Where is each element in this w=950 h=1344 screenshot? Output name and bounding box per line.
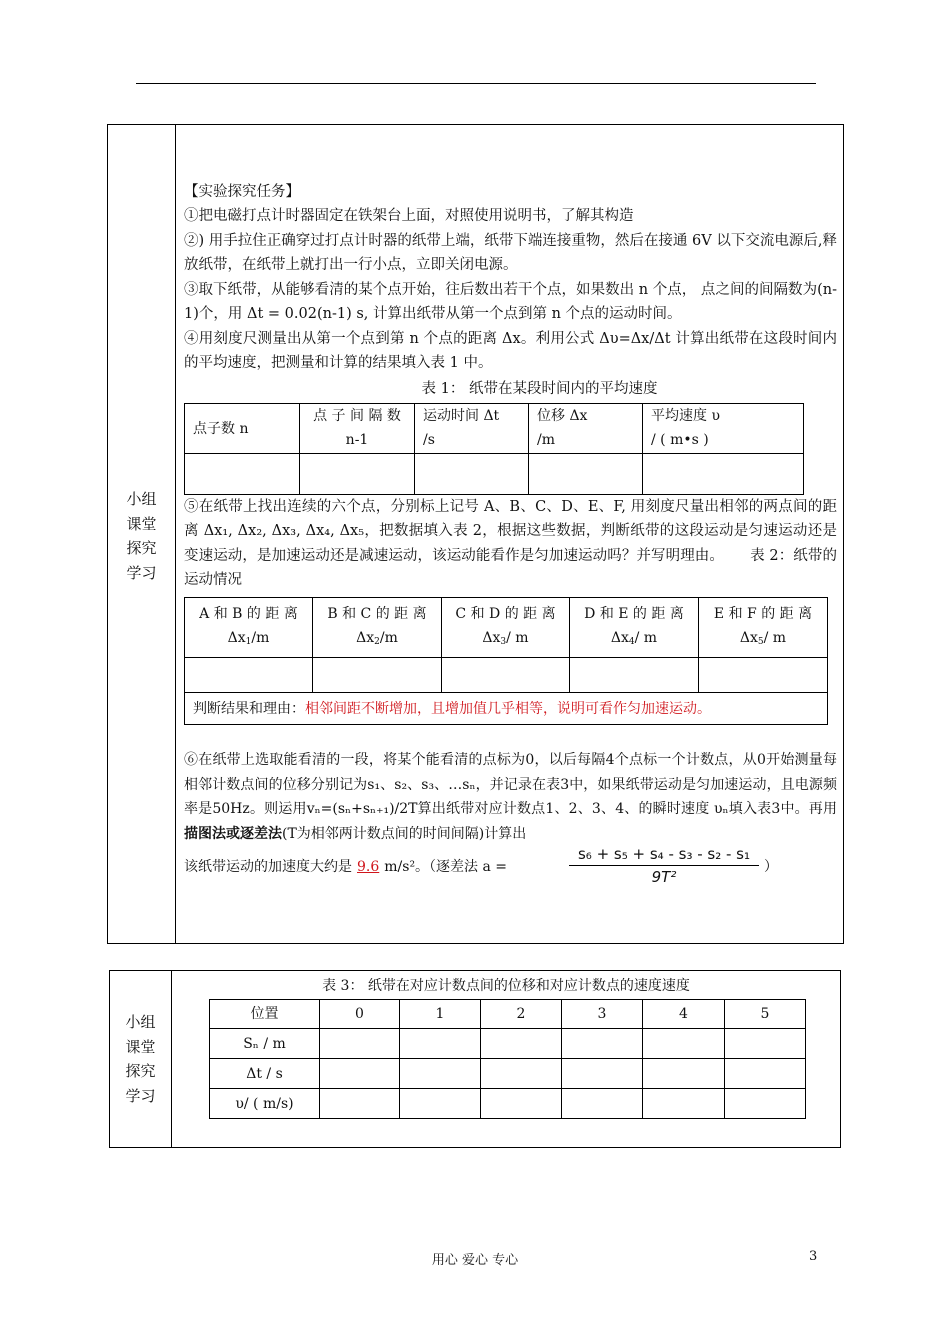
header-text: $\Delta x_4/$ m [610, 630, 658, 647]
step5-text: ⑤在纸带上找出连续的六个点，分别标上记号 A、B、C、D、E、F, 用刻度尺量出相邻的两点间的距离 Δx₁, Δx₂, Δx₃, Δx₄, Δx₅，把数据填入表 2，根据这些数据，判断纸带的这段运动是匀速运动还是变速运动，是加速运动还是减速运动，该运动能看作是匀加速运动吗？并写明理由。 [184, 499, 837, 564]
table2-caption: 表 2：纸带的运动情况 [184, 547, 837, 588]
page-footer: 用心 爱心 专心 [431, 1253, 519, 1268]
table3-header-cell: 位置 [210, 1000, 320, 1029]
step6-bold: 描图法或逐差法 [184, 825, 282, 842]
header-rule [136, 83, 816, 84]
table2-cell [699, 658, 828, 693]
side-label-column [108, 125, 176, 943]
table3-caption: 表 3： 纸带在对应计数点间的位移和对应计数点的速度速度 [322, 978, 690, 994]
header-text: 运动时间 Δt [423, 408, 500, 424]
table2-cell [570, 658, 699, 693]
table1-header-cell [415, 404, 529, 454]
table2-header-row [185, 598, 828, 658]
side-label-line: 学习 [125, 1086, 156, 1105]
table2-cell [442, 658, 570, 693]
header-text: E 和 F 的 距 离 [713, 606, 813, 622]
table1-header-row [185, 404, 804, 454]
table2-cell [185, 658, 313, 693]
table3-header-cell: 4 [643, 1000, 725, 1029]
table3-cell [481, 1089, 562, 1119]
side-label-line: 探究 [126, 539, 157, 557]
header-text: $\Delta x_2/m$ [356, 630, 398, 647]
table1-empty-row [185, 454, 804, 495]
table-3 [209, 999, 806, 1119]
header-text: 位移 Δx [537, 408, 588, 424]
step6-unit: m/s²。（逐差法 a = [384, 859, 508, 875]
table1-caption: 表 1： 纸带在某段时间内的平均速度 [421, 381, 658, 397]
task-heading: 【实验探究任务】 [184, 184, 300, 200]
table1-header-cell [643, 404, 804, 454]
table3-row-label: υ/ ( m/s) [210, 1089, 320, 1119]
difference-formula [569, 845, 759, 886]
section-box-1 [107, 124, 844, 944]
header-text: D 和 E 的 距 离 [584, 606, 684, 622]
table1-cell [300, 454, 415, 495]
table3-cell [643, 1029, 725, 1059]
table3-cell [562, 1089, 643, 1119]
header-text: 点子数 n [193, 420, 249, 437]
page-number: 3 [809, 1249, 818, 1264]
side-label-column [110, 971, 172, 1147]
header-text: /s [423, 432, 435, 448]
table2-judge-row [185, 693, 828, 725]
table1-cell [185, 454, 300, 495]
table3-cell [562, 1059, 643, 1089]
table3-header-cell: 2 [481, 1000, 562, 1029]
task-step-5 [184, 495, 837, 592]
formula-numerator: s₆ + s₅ + s₄ - s₃ - s₂ - s₁ [569, 845, 759, 866]
table1-header-cell [185, 404, 300, 454]
header-text: $\Delta x_5/$ m [739, 630, 787, 647]
table3-cell [643, 1089, 725, 1119]
header-text: 点 子 间 隔 数 [313, 408, 401, 424]
table3-cell [725, 1089, 806, 1119]
table2-empty-row [185, 658, 828, 693]
table2-header-cell [570, 598, 699, 658]
side-label-line: 学习 [126, 563, 157, 582]
content-area [172, 971, 840, 1147]
table3-cell [481, 1059, 562, 1089]
table3-cell [725, 1059, 806, 1089]
side-label-line: 小组 [126, 490, 157, 508]
table-1 [184, 403, 804, 495]
table3-cell [320, 1029, 400, 1059]
header-text: / ( m•s ) [651, 432, 709, 448]
task-step-2: ②) 用手拉住正确穿过打点计时器的纸带上端，纸带下端连接重物，然后在接通 6V 以下交流电源后,释放纸带，在纸带上就打出一行小点，立即关闭电源。 [184, 233, 837, 274]
table2-header-cell [699, 598, 828, 658]
table3-cell [562, 1029, 643, 1059]
table1-cell [643, 454, 804, 495]
table1-cell [415, 454, 529, 495]
table2-header-cell [185, 598, 313, 658]
task-step-1: ①把电磁打点计时器固定在铁架台上面，对照使用说明书，了解其构造 [184, 208, 634, 224]
table3-cell [400, 1059, 481, 1089]
side-label-line: 探究 [125, 1062, 156, 1080]
task-step-6 [184, 748, 837, 846]
step6-last-line [184, 855, 507, 879]
table3-header-cell: 5 [725, 1000, 806, 1029]
task-step-4: ④用刻度尺测量出从第一个点到第 n 个点的距离 Δx。利用公式 Δυ=Δx/Δt 计算出纸带在这段时间内的平均速度，把测量和计算的结果填入表 1 中。 [184, 331, 837, 372]
table3-header-cell: 0 [320, 1000, 400, 1029]
table2-cell [313, 658, 442, 693]
table3-cell [400, 1029, 481, 1059]
header-text: 平均速度 υ [651, 408, 720, 424]
header-text: B 和 C 的 距 离 [327, 606, 427, 622]
side-label-line: 课堂 [126, 514, 157, 533]
header-text: /m [537, 432, 555, 448]
table2-header-cell [313, 598, 442, 658]
table2-header-cell [442, 598, 570, 658]
table3-cell [643, 1059, 725, 1089]
judge-answer: 相邻间距不断增加，且增加值几乎相等，说明可看作匀加速运动。 [305, 700, 711, 717]
table-2 [184, 597, 828, 725]
table3-cell [725, 1029, 806, 1059]
header-text: n-1 [345, 432, 369, 448]
side-label-line: 小组 [125, 1013, 156, 1031]
table3-cell [320, 1089, 400, 1119]
table3-header-cell: 3 [562, 1000, 643, 1029]
table1-header-cell [529, 404, 643, 454]
table3-row-label: Sₙ / m [210, 1029, 320, 1059]
table3-header-cell: 1 [400, 1000, 481, 1029]
task-step-3: ③取下纸带，从能够看清的某个点开始，往后数出若干个点，如果数出 n 个点， 点之间的间隔数为(n-1)个，用 Δt = 0.02(n-1) s, 计算出纸带从第一个点到第 n 个点的运动时间。 [184, 282, 837, 323]
side-label [108, 487, 175, 585]
side-label-line: 课堂 [125, 1037, 156, 1056]
step6-text: ⑥在纸带上选取能看清的一段，将某个能看清的点标为0，以后每隔4个点标一个计数点，从0开始测量每相邻计数点间的位移分别记为s₁、s₂、s₃、…sₙ，并记录在表3中，如果纸带运动是匀加速运动，且电源频率是50Hz。则运用vₙ=(sₙ+sₙ₊₁)/2T算出纸带对应计数点1、2、3、4、的瞬时速度 υₙ填入表3中。再用 [184, 752, 837, 818]
step6-text-b: (T为相邻两计数点间的时间间隔)计算出 [282, 825, 527, 842]
table3-row [210, 1059, 806, 1089]
table3-row-label: Δt / s [210, 1059, 320, 1089]
judge-cell [185, 693, 828, 725]
header-text: C 和 D 的 距 离 [455, 606, 556, 622]
formula-close: ） [764, 859, 778, 875]
formula-denominator: 9T² [651, 868, 677, 886]
table3-row [210, 1029, 806, 1059]
header-text: $\Delta x_1/m$ [227, 630, 270, 647]
judge-label: 判断结果和理由： [193, 700, 305, 717]
table1-cell [529, 454, 643, 495]
table3-cell [320, 1059, 400, 1089]
answer-value: 9.6 [357, 859, 380, 875]
section-box-2 [109, 970, 841, 1148]
header-text: $\Delta x_3/$ m [482, 630, 529, 647]
side-label [110, 1010, 171, 1108]
table3-cell [481, 1029, 562, 1059]
step6-line-text: 该纸带运动的加速度大约是 [184, 859, 352, 875]
table3-header-row [210, 1000, 806, 1029]
table1-header-cell [300, 404, 415, 454]
table3-cell [400, 1089, 481, 1119]
header-text: A 和 B 的 距 离 [199, 606, 298, 622]
table3-row [210, 1089, 806, 1119]
content-area [176, 125, 843, 943]
